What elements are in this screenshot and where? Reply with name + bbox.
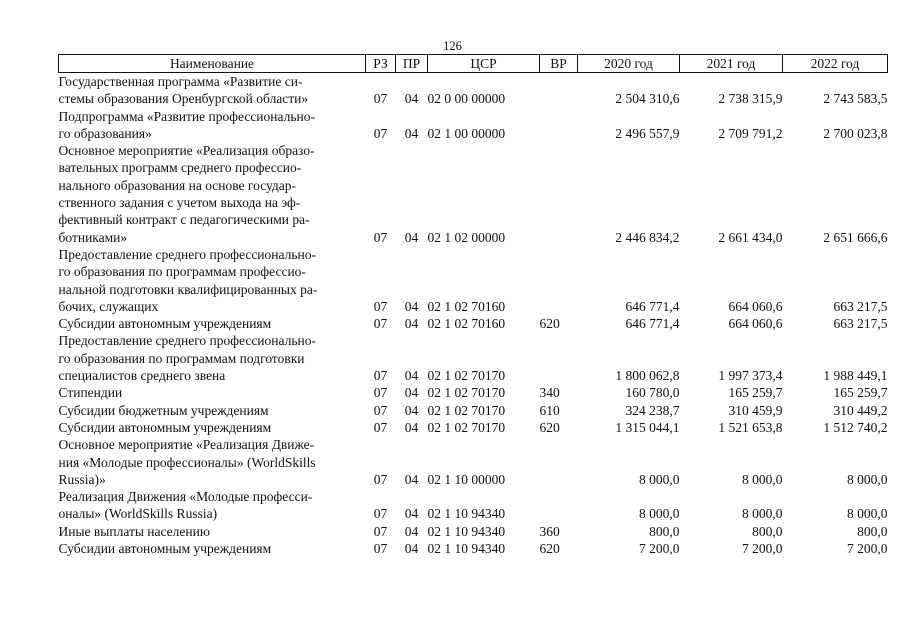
row-2022: 8 000,0: [847, 506, 888, 522]
row-2022: 1 988 449,1: [823, 368, 888, 384]
row-2020: 2 446 834,2: [615, 229, 680, 245]
row-pr: 04: [404, 385, 419, 401]
table-row: [59, 540, 888, 557]
row-2022: 2 743 583,5: [823, 91, 888, 107]
row-name-line: го образования по программам подготовки: [58, 350, 305, 366]
row-csr: 02 1 10 94340: [427, 541, 506, 557]
row-name-line: оналы» (WorldSkills Russia): [58, 506, 218, 522]
row-2022: 2 700 023,8: [823, 125, 888, 141]
row-2020: 8 000,0: [639, 506, 680, 522]
row-pr: 04: [404, 125, 419, 141]
row-name-line: Предоставление среднего профессионально-: [58, 246, 316, 262]
row-vr: 610: [539, 402, 560, 418]
row-2020: 800,0: [649, 523, 680, 539]
row-vr: 620: [539, 541, 560, 557]
row-2021: 8 000,0: [742, 506, 783, 522]
row-name-line: нального образования на основе государ-: [58, 177, 297, 193]
table-row: [59, 73, 888, 108]
row-rz: 07: [373, 541, 388, 557]
row-name-line: Субсидии автономным учреждениям: [58, 419, 272, 435]
row-name-line: Основное мероприятие «Реализация образо-: [58, 143, 315, 159]
row-2020: 1 315 044,1: [615, 419, 680, 435]
table-header-row: [59, 55, 888, 73]
row-name-line: Субсидии автономным учреждениям: [58, 316, 272, 332]
row-pr: 04: [404, 523, 419, 539]
row-name-line: го образования по программам профессио-: [58, 264, 306, 280]
row-pr: 04: [404, 419, 419, 435]
table-row: [59, 384, 888, 401]
header-pr: ПР: [396, 55, 428, 73]
row-name: [59, 419, 366, 436]
row-2022: 800,0: [857, 523, 888, 539]
row-2021: 800,0: [752, 523, 783, 539]
row-2022: 663 217,5: [833, 316, 888, 332]
row-rz: 07: [373, 523, 388, 539]
header-2022: 2022 год: [783, 55, 888, 73]
row-2021: 2 709 791,2: [718, 125, 783, 141]
table-row: [59, 436, 888, 488]
header-name: Наименование: [59, 55, 366, 73]
row-name-line: го образования»: [58, 125, 152, 141]
row-name-line: Russia)»: [58, 471, 106, 487]
row-2021: 7 200,0: [742, 541, 783, 557]
row-csr: 02 1 10 00000: [427, 471, 506, 487]
row-2021: 664 060,6: [728, 298, 783, 314]
row-name-line: нальной подготовки квалифицированных ра-: [58, 281, 318, 297]
row-2022: 8 000,0: [847, 471, 888, 487]
row-vr: [540, 436, 578, 488]
row-name: [59, 436, 366, 488]
row-csr: 02 1 02 00000: [427, 229, 506, 245]
row-rz: 07: [373, 125, 388, 141]
row-name: [59, 402, 366, 419]
row-name: [59, 384, 366, 401]
row-2020: 7 200,0: [639, 541, 680, 557]
row-rz: 07: [373, 298, 388, 314]
row-name: [59, 540, 366, 557]
table-row: [59, 488, 888, 523]
row-2022: 310 449,2: [833, 402, 888, 418]
row-vr: 620: [539, 419, 560, 435]
row-name-line: ботниками»: [58, 229, 128, 245]
row-2022: 165 259,7: [833, 385, 888, 401]
table-row: [59, 315, 888, 332]
header-2020: 2020 год: [578, 55, 680, 73]
header-vr: ВР: [540, 55, 578, 73]
row-csr: 02 0 00 00000: [427, 91, 506, 107]
row-rz: 07: [373, 385, 388, 401]
row-vr: [540, 332, 578, 384]
row-vr: 620: [539, 316, 560, 332]
row-2022: 7 200,0: [847, 541, 888, 557]
header-rz: РЗ: [366, 55, 396, 73]
row-vr: [540, 246, 578, 315]
row-name-line: ственного задания с учетом выхода на эф-: [58, 195, 301, 211]
budget-table: [58, 54, 888, 557]
row-rz: 07: [373, 419, 388, 435]
table-row: [59, 332, 888, 384]
row-name: [59, 108, 366, 143]
table-row: [59, 142, 888, 246]
row-name-line: вательных программ среднего профессио-: [58, 160, 302, 176]
row-name-line: бочих, служащих: [58, 298, 159, 314]
row-pr: 04: [404, 298, 419, 314]
row-2021: 2 661 434,0: [718, 229, 783, 245]
row-name: [59, 315, 366, 332]
row-2021: 310 459,9: [728, 402, 783, 418]
row-name-line: Государственная программа «Развитие си-: [58, 74, 303, 89]
row-2020: 646 771,4: [625, 298, 680, 314]
row-2021: 8 000,0: [742, 471, 783, 487]
row-vr: [540, 488, 578, 523]
table-row: [59, 523, 888, 540]
row-pr: 04: [404, 471, 419, 487]
row-name-line: Стипендии: [58, 385, 123, 401]
table-row: [59, 108, 888, 143]
row-2021: 1 521 653,8: [718, 419, 783, 435]
row-2020: 646 771,4: [625, 316, 680, 332]
row-name-line: Реализация Движения «Молодые професси-: [58, 489, 313, 505]
row-pr: 04: [404, 368, 419, 384]
row-name-line: специалистов среднего звена: [58, 368, 226, 384]
row-pr: 04: [404, 506, 419, 522]
row-2022: 2 651 666,6: [823, 229, 888, 245]
row-name-line: Субсидии бюджетным учреждениям: [58, 402, 269, 418]
row-2020: 324 238,7: [625, 402, 680, 418]
row-pr: 04: [404, 229, 419, 245]
row-csr: 02 1 00 00000: [427, 125, 506, 141]
row-2020: 160 780,0: [625, 385, 680, 401]
row-vr: 340: [539, 385, 560, 401]
row-csr: 02 1 02 70170: [427, 368, 506, 384]
row-name: [59, 246, 366, 315]
row-name-line: фективный контракт с педагогическими ра-: [58, 212, 310, 228]
row-vr: [540, 73, 578, 108]
row-pr: 04: [404, 402, 419, 418]
table-row: [59, 246, 888, 315]
row-2021: 664 060,6: [728, 316, 783, 332]
row-csr: 02 1 02 70160: [427, 316, 506, 332]
row-2022: 1 512 740,2: [823, 419, 888, 435]
row-rz: 07: [373, 91, 388, 107]
row-pr: 04: [404, 541, 419, 557]
header-2021: 2021 год: [680, 55, 783, 73]
row-name: [59, 488, 366, 523]
row-name-line: ния «Молодые профессионалы» (WorldSkills: [58, 454, 316, 470]
row-csr: 02 1 02 70160: [427, 298, 506, 314]
row-rz: 07: [373, 368, 388, 384]
row-2020: 2 496 557,9: [615, 125, 680, 141]
row-name-line: стемы образования Оренбургской области»: [58, 91, 309, 107]
row-csr: 02 1 02 70170: [427, 385, 506, 401]
row-rz: 07: [373, 402, 388, 418]
row-name-line: Основное мероприятие «Реализация Движе-: [58, 437, 315, 453]
row-2021: 2 738 315,9: [718, 91, 783, 107]
row-name-line: Иные выплаты населению: [58, 523, 210, 539]
row-vr: [540, 108, 578, 143]
row-vr: 360: [539, 523, 560, 539]
table-row: [59, 419, 888, 436]
row-name-line: Подпрограмма «Развитие профессионально-: [58, 108, 315, 124]
row-pr: 04: [404, 91, 419, 107]
row-rz: 07: [373, 316, 388, 332]
row-name: [59, 523, 366, 540]
row-name: [59, 73, 366, 108]
row-csr: 02 1 02 70170: [427, 402, 506, 418]
row-rz: 07: [373, 229, 388, 245]
row-2021: 165 259,7: [728, 385, 783, 401]
row-name-line: Субсидии автономным учреждениям: [58, 541, 272, 557]
row-name-line: Предоставление среднего профессионально-: [58, 333, 316, 349]
header-csr: ЦСР: [428, 55, 540, 73]
row-rz: 07: [373, 506, 388, 522]
row-2020: 2 504 310,6: [615, 91, 680, 107]
table-row: [59, 402, 888, 419]
row-csr: 02 1 02 70170: [427, 419, 506, 435]
row-vr: [540, 142, 578, 246]
row-2020: 1 800 062,8: [615, 368, 680, 384]
row-rz: 07: [373, 471, 388, 487]
row-pr: 04: [404, 316, 419, 332]
page-number: 126: [443, 39, 462, 53]
row-2022: 663 217,5: [833, 298, 888, 314]
row-name: [59, 332, 366, 384]
row-2020: 8 000,0: [639, 471, 680, 487]
row-csr: 02 1 10 94340: [427, 506, 506, 522]
table-body: [59, 73, 888, 558]
row-2021: 1 997 373,4: [718, 368, 783, 384]
row-name: [59, 142, 366, 246]
row-csr: 02 1 10 94340: [427, 523, 506, 539]
